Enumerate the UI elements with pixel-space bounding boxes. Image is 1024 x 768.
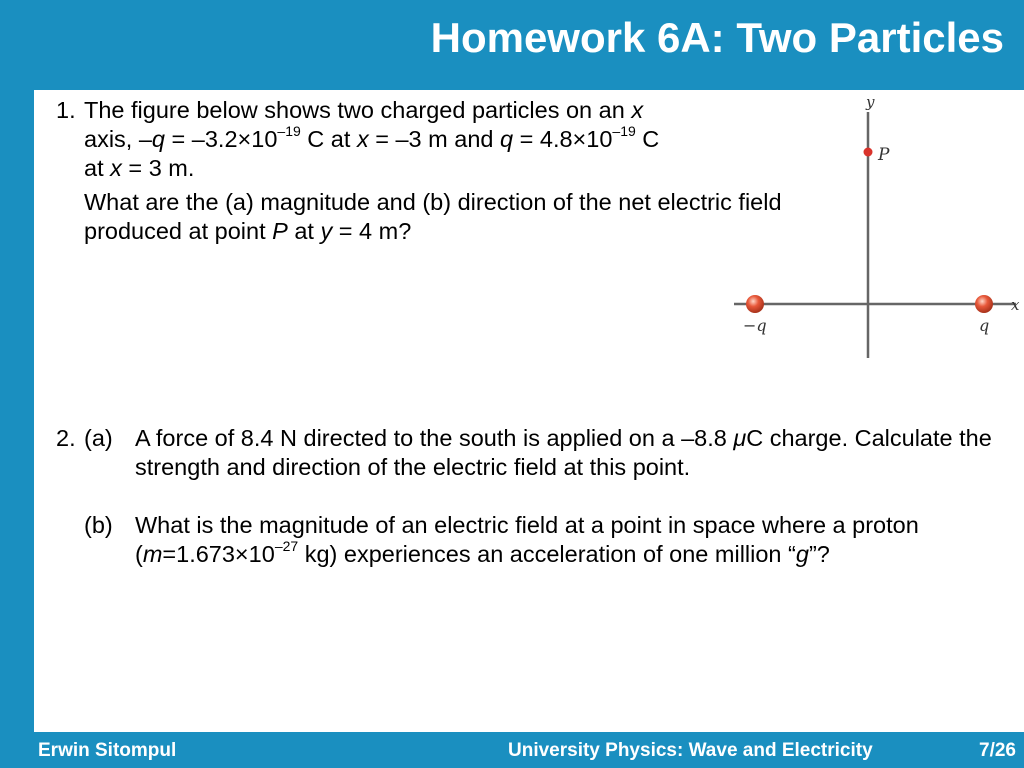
point-p-marker bbox=[864, 148, 873, 157]
problem-2-number: 2. bbox=[56, 425, 76, 451]
positive-charge-label: q bbox=[979, 316, 990, 335]
problem-1-question: What are the (a) magnitude and (b) direction of the net electric field produced at point P at y = 4 m? bbox=[84, 189, 782, 244]
footer-author: Erwin Sitompul bbox=[38, 740, 177, 761]
content-panel bbox=[34, 90, 1024, 732]
problem-2a-text: A force of 8.4 N directed to the south is applied on a –8.8 μC charge. Calculate the strength and direction of the electric field at this point. bbox=[135, 425, 992, 480]
problem-2a-label: (a) bbox=[84, 425, 113, 451]
problem-2b-text: What is the magnitude of an electric field at a point in space where a proton ($m=1.673\times 10^{-27}$ kg) experiences an acceleration of one million “g”? bbox=[135, 512, 919, 567]
x-axis-label: x bbox=[1011, 296, 1020, 314]
problem-1-statement: The figure below shows two charged particles on an x axis, $-q = -3.2\times 10^{-19}$ C at x = –3 m and $q = 4.8\times 10^{-19}$ C at x = 3 m. bbox=[84, 97, 660, 181]
footer bbox=[0, 732, 1024, 768]
charges-figure bbox=[728, 90, 1024, 365]
footer-page-number: 7/26 bbox=[979, 740, 1016, 761]
problem-1-number: 1. bbox=[56, 97, 76, 123]
point-p-label: P bbox=[878, 145, 890, 165]
positive-charge bbox=[975, 295, 993, 313]
y-axis-label: y bbox=[866, 93, 875, 111]
footer-course: University Physics: Wave and Electricity bbox=[508, 740, 873, 761]
negative-charge bbox=[746, 295, 764, 313]
slide-title: Homework 6A: Two Particles bbox=[430, 14, 1004, 61]
problem-1-text bbox=[84, 96, 804, 246]
negative-charge-label: −q bbox=[743, 316, 767, 335]
problem-2b-label: (b) bbox=[84, 512, 113, 538]
